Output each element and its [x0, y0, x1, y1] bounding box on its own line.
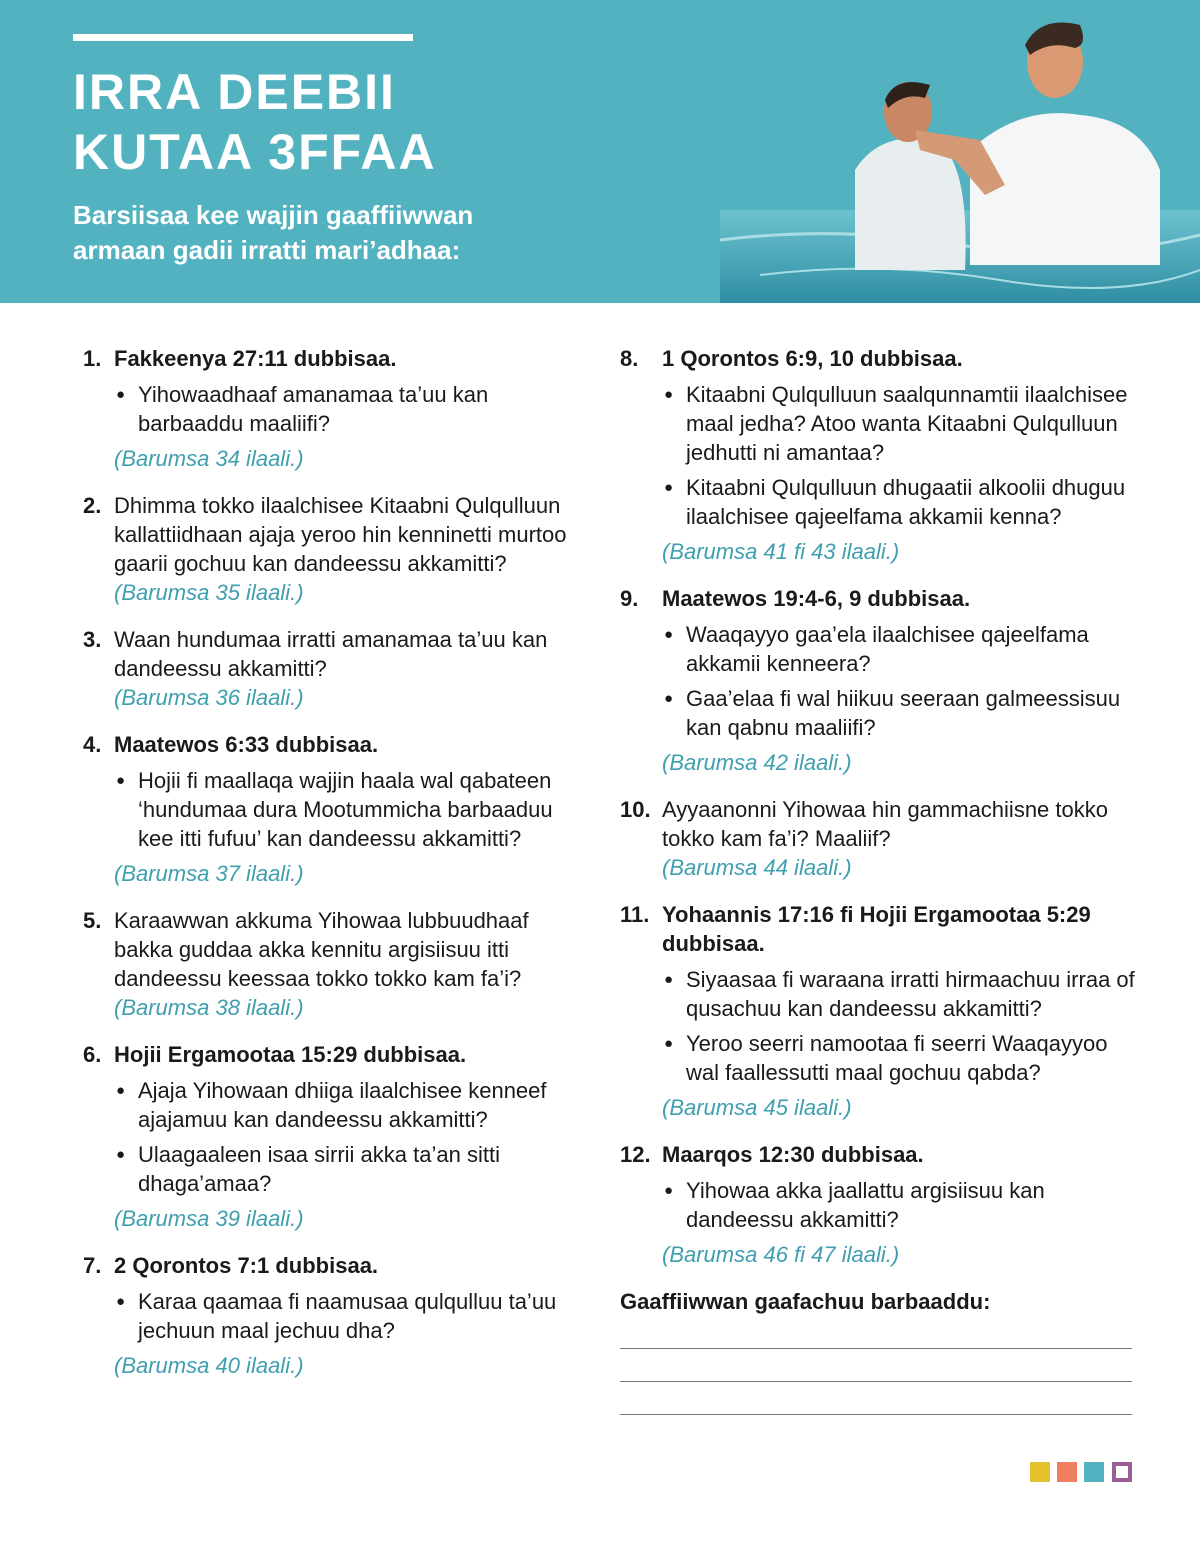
question-bullets: [114, 380, 593, 438]
lesson-reference: (Barumsa 42 ilaali.): [662, 750, 852, 775]
baptism-illustration: [720, 0, 1200, 303]
bullet-question: ● Siyaasaa fi waraana irratti hirmaachuu irraa of qusachuu kan dandeessu akkamitti?: [662, 965, 1140, 1023]
question-text: Karaawwan akkuma Yihowaa lubbuudhaaf bakka guddaa akka kennitu argisiisuu itti dandeessu keessaa tokko tokko kam fa’i?: [114, 908, 529, 991]
bullet-question: ● Yihowaa akka jaallattu argisiisuu kan dandeessu akkamitti?: [662, 1176, 1140, 1234]
page-title: [73, 62, 437, 182]
decor-square-yellow: [1030, 1462, 1050, 1482]
bullet-question: ● Yeroo seerri namootaa fi seerri Waaqayyoo wal faallessutti maal gochuu qabda?: [662, 1029, 1140, 1087]
question-number: 2.: [83, 493, 102, 518]
question-number: 9.: [620, 586, 639, 611]
question-item: [83, 491, 593, 607]
question-text: Maatewos 6:33 dubbisaa.: [114, 732, 379, 757]
lesson-reference: (Barumsa 34 ilaali.): [114, 446, 304, 471]
question-number: 7.: [83, 1253, 102, 1278]
notes-line[interactable]: [620, 1381, 1132, 1382]
decor-square-outline: [1112, 1462, 1132, 1482]
question-text: Fakkeenya 27:11 dubbisaa.: [114, 346, 397, 371]
question-number: 6.: [83, 1042, 102, 1067]
question-item: [620, 795, 1140, 882]
lesson-reference: (Barumsa 44 ilaali.): [662, 855, 852, 880]
question-number: 12.: [620, 1142, 651, 1167]
question-item: [83, 730, 593, 888]
question-number: 3.: [83, 627, 102, 652]
question-number: 4.: [83, 732, 102, 757]
question-number: 1.: [83, 346, 102, 371]
questions-left-column: [83, 344, 593, 1398]
page-subtitle: Barsiisaa kee wajjin gaaffiiwwan armaan gadii irratti mari’adhaa:: [73, 200, 474, 265]
question-bullets: [114, 766, 593, 853]
question-text: Maarqos 12:30 dubbisaa.: [662, 1142, 924, 1167]
bullet-question: ● Ulaagaaleen isaa sirrii akka ta’an sitti dhaga’amaa?: [114, 1140, 593, 1198]
title-line-1: IRRA DEEBII: [73, 64, 396, 120]
lesson-reference: (Barumsa 45 ilaali.): [662, 1095, 852, 1120]
question-item: [620, 344, 1140, 566]
lesson-reference: (Barumsa 46 fi 47 ilaali.): [662, 1242, 900, 1267]
bullet-question: ● Waaqayyo gaa’ela ilaalchisee qajeelfama akkamii kenneera?: [662, 620, 1140, 678]
title-line-2: KUTAA 3FFAA: [73, 124, 437, 180]
question-bullets: [662, 1176, 1140, 1234]
question-bullets: [662, 965, 1140, 1087]
question-item: [620, 1140, 1140, 1269]
question-bullets: [114, 1076, 593, 1198]
lesson-reference: (Barumsa 39 ilaali.): [114, 1206, 304, 1231]
lesson-reference: (Barumsa 40 ilaali.): [114, 1353, 304, 1378]
question-item: [83, 625, 593, 712]
question-text: Waan hundumaa irratti amanamaa ta’uu kan dandeessu akkamitti?: [114, 627, 548, 681]
question-text: Yohaannis 17:16 fi Hojii Ergamootaa 5:29 dubbisaa.: [662, 902, 1091, 956]
question-item: [83, 906, 593, 1022]
question-item: [83, 1251, 593, 1380]
question-number: 11.: [620, 902, 650, 927]
header-rule: [73, 34, 413, 41]
question-item: [620, 900, 1140, 1122]
bullet-question: ● Karaa qaamaa fi naamusaa qulqulluu ta’uu jechuun maal jechuu dha?: [114, 1287, 593, 1345]
question-bullets: [662, 380, 1140, 531]
question-text: 1 Qorontos 6:9, 10 dubbisaa.: [662, 346, 963, 371]
header-banner: [0, 0, 1200, 303]
question-item: [83, 344, 593, 473]
bullet-question: ● Ajaja Yihowaan dhiiga ilaalchisee kenneef ajajamuu kan dandeessu akkamitti?: [114, 1076, 593, 1134]
question-number: 10.: [620, 797, 651, 822]
question-text: Maatewos 19:4-6, 9 dubbisaa.: [662, 586, 971, 611]
question-text: Dhimma tokko ilaalchisee Kitaabni Qulqulluun kallattiidhaan ajaja yeroo hin kenninetti murtoo gaarii gochuu kan dandeessu akkamitti?: [114, 493, 567, 576]
questions-right-column: [620, 344, 1140, 1415]
bullet-question: ● Kitaabni Qulqulluun dhugaatii alkoolii dhuguu ilaalchisee qajeelfama akkamii kenna?: [662, 473, 1140, 531]
question-text: 2 Qorontos 7:1 dubbisaa.: [114, 1253, 379, 1278]
question-text: Hojii Ergamootaa 15:29 dubbisaa.: [114, 1042, 467, 1067]
question-bullets: [114, 1287, 593, 1345]
lesson-reference: (Barumsa 36 ilaali.): [114, 685, 304, 710]
bullet-question: ● Gaa’elaa fi wal hiikuu seeraan galmeessisuu kan qabnu maaliifi?: [662, 684, 1140, 742]
notes-heading: Gaaffiiwwan gaafachuu barbaaddu:: [620, 1289, 991, 1314]
decor-square-orange: [1057, 1462, 1077, 1482]
question-bullets: [662, 620, 1140, 742]
question-item: [620, 584, 1140, 777]
notes-line[interactable]: [620, 1414, 1132, 1415]
notes-line[interactable]: [620, 1348, 1132, 1349]
question-number: 5.: [83, 908, 102, 933]
question-number: 8.: [620, 346, 639, 371]
lesson-reference: (Barumsa 41 fi 43 ilaali.): [662, 539, 900, 564]
lesson-reference: (Barumsa 38 ilaali.): [114, 995, 304, 1020]
decor-square-teal: [1084, 1462, 1104, 1482]
bullet-question: ● Yihowaadhaaf amanamaa ta’uu kan barbaaddu maaliifi?: [114, 380, 593, 438]
question-text: Ayyaanonni Yihowaa hin gammachiisne tokko tokko kam fa’i? Maaliif?: [662, 797, 1108, 851]
question-item: [83, 1040, 593, 1233]
bullet-question: ● Kitaabni Qulqulluun saalqunnamtii ilaalchisee maal jedha? Atoo wanta Kitaabni Qulqulluun jedhutti ni amantaa?: [662, 380, 1140, 467]
lesson-reference: (Barumsa 35 ilaali.): [114, 580, 304, 605]
bullet-question: ● Hojii fi maallaqa wajjin haala wal qabateen ‘hundumaa dura Mootummicha barbaaduu kee itti fufuu’ kan dandeessu akkamitti?: [114, 766, 593, 853]
lesson-reference: (Barumsa 37 ilaali.): [114, 861, 304, 886]
